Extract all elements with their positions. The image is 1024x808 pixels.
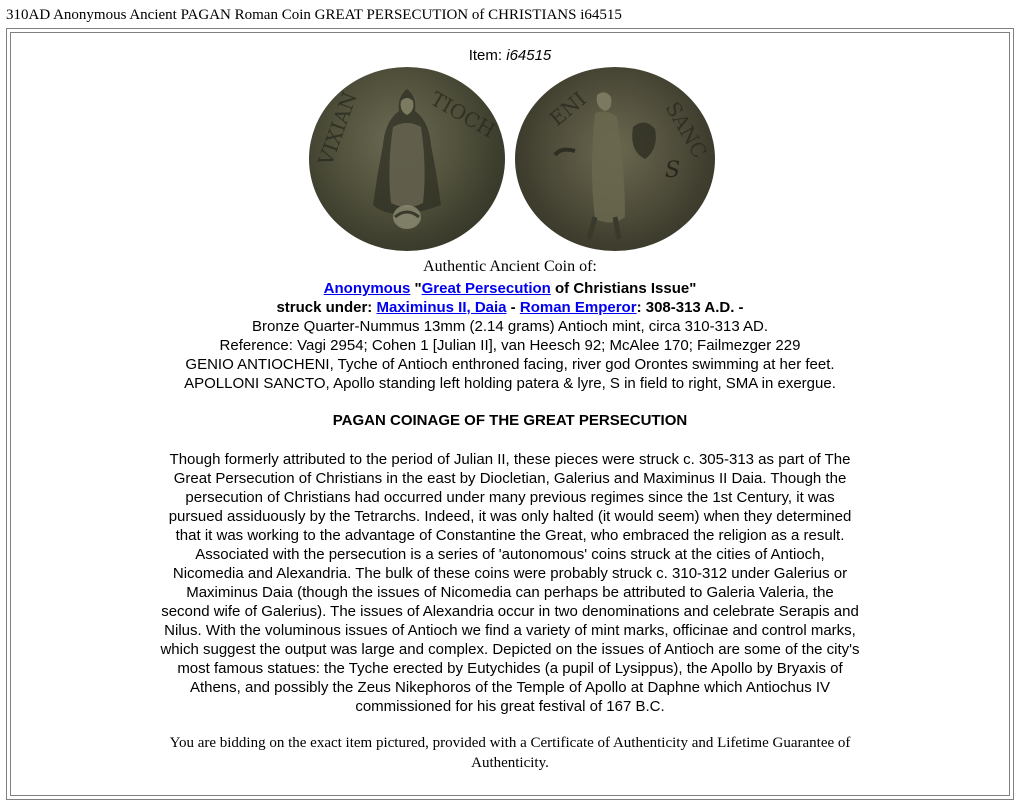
obverse-relief — [309, 67, 505, 251]
authentic-coin-label: Authentic Ancient Coin of: — [423, 258, 597, 275]
ruler-link[interactable]: Maximinus II, Daia — [376, 299, 507, 316]
struck-under-label: struck under: — [276, 299, 377, 316]
attribution-line-1 — [7, 279, 1013, 298]
quote-open: " — [410, 280, 422, 297]
section-heading: PAGAN COINAGE OF THE GREAT PERSECUTION — [332, 412, 688, 429]
coin-obverse-image — [309, 67, 505, 251]
svg-text:TIOCH: TIOCH — [426, 86, 500, 143]
reverse-relief — [515, 67, 715, 251]
issue-suffix: of Christians Issue" — [550, 280, 697, 297]
anonymous-link[interactable]: Anonymous — [323, 280, 411, 297]
description-line-4: APOLLONI SANCTO, Apollo standing left holding patera & lyre, S in field to right, SMA in exergue. — [184, 375, 836, 392]
item-label: Item: — [468, 47, 507, 64]
coin-reverse-image — [515, 67, 715, 251]
description-line-3: GENIO ANTIOCHENI, Tyche of Antioch enthroned facing, river god Orontes swimming at her feet. — [185, 356, 835, 373]
item-id: i64515 — [506, 47, 552, 64]
great-persecution-link[interactable]: Great Persecution — [421, 280, 551, 297]
history-paragraph: Though formerly attributed to the period of Julian II, these pieces were struck c. 305-313 as part of The Great Persecution of Christians in the east by Diocletian, Galerius and Maximinus II Daia. Though the persecution of Christians had occurred under many previous regimes since the 1st Century, it was pursued assiduously by the Tetrarchs. Indeed, it was only halted (it would seem) when they determined that it was working to the advantage of Constantine the Great, who embraced the religion as a result. Associated with the persecution is a series of 'autonomous' coins struck at the cities of Antioch, Nicomedia and Alexandria. The bulk of these coins were probably struck c. 310-312 under Galerius or Maximinus Daia (though the issues of Nicomedia can perhaps be attributed to Galeria Valeria, the second wife of Galerius). The issues of Alexandria occur in two denominations and celebrate Serapis and Nilus. With the voluminous issues of Antioch we find a variety of mint marks, officinae and control marks, which suggest the output was large and complex. Depicted on the issues of Antioch are some of the city's most famous statues: the Tyche erected by Eutychides (a pupil of Lysippus), the Apollo by Bryaxis of Athens, and possibly the Zeus Nikephoros of the Temple of Apollo at Daphne which Antiochus IV commissioned for his great festival of 167 B.C. — [160, 451, 860, 715]
listing-content — [7, 47, 1013, 773]
authenticity-guarantee: You are bidding on the exact item pictured, provided with a Certificate of Authenticity and Lifetime Guarantee of Authenticity. — [169, 735, 851, 771]
description-line-1: Bronze Quarter-Nummus 13mm (2.14 grams) Antioch mint, circa 310-313 AD. — [251, 318, 769, 335]
svg-text:SANC: SANC — [660, 97, 712, 163]
svg-text:ENI: ENI — [544, 86, 591, 131]
reign-dates: : 308-313 A.D. - — [636, 299, 744, 316]
description-line-2: Reference: Vagi 2954; Cohen 1 [Julian II], van Heesch 92; McAlee 170; Failmezger 229 — [219, 337, 801, 354]
item-number — [7, 47, 1013, 65]
roman-emperor-link[interactable]: Roman Emperor — [519, 299, 637, 316]
svg-text:VIXIAN: VIXIAN — [313, 88, 362, 169]
svg-text:S: S — [665, 158, 681, 183]
coin-photo — [7, 67, 1013, 257]
attribution-line-2 — [7, 298, 1013, 317]
attribution-block — [7, 279, 1013, 393]
listing-frame — [6, 28, 1014, 800]
page-title: 310AD Anonymous Ancient PAGAN Roman Coin GREAT PERSECUTION of CHRISTIANS i64515 — [6, 7, 622, 23]
attribution-dash: - — [506, 299, 520, 316]
